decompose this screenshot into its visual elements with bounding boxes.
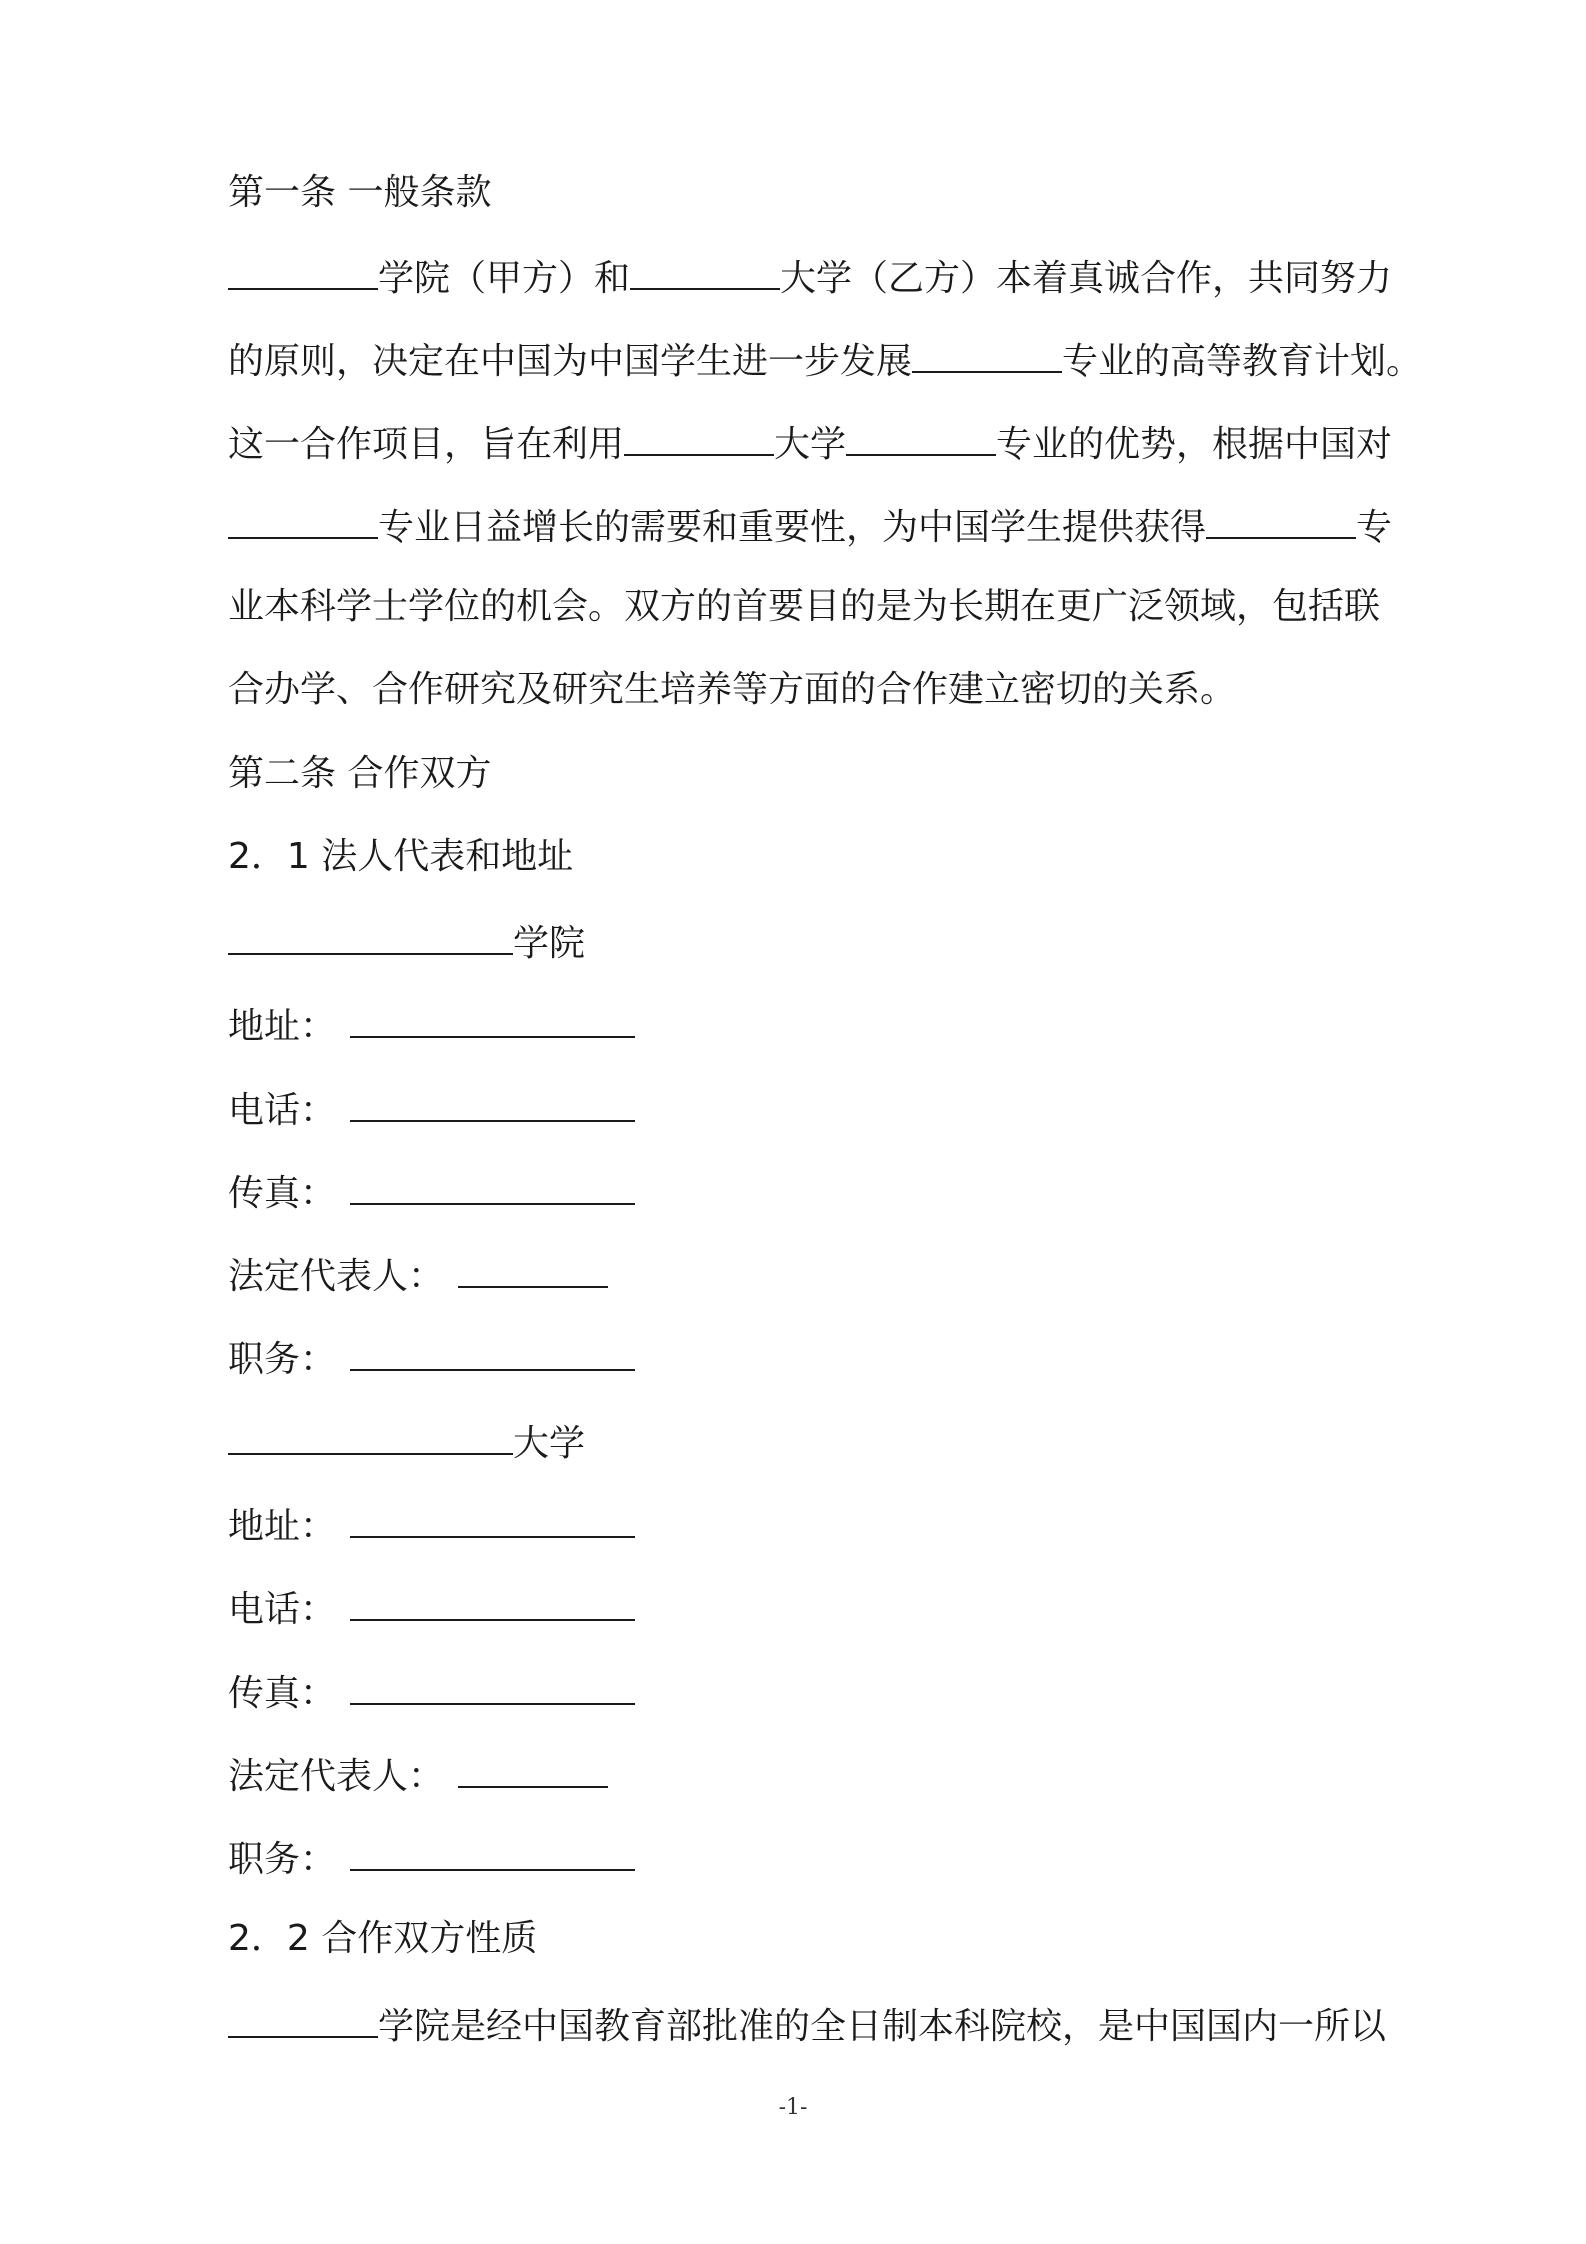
blank-field[interactable] — [912, 335, 1062, 373]
party-b-rep: 法定代表人： — [228, 1750, 608, 1800]
blank-field[interactable] — [630, 252, 780, 290]
party-a-rep-field[interactable] — [458, 1250, 608, 1288]
party-a-fax: 传真： — [228, 1167, 635, 1217]
party-a-phone: 电话： — [228, 1084, 635, 1134]
article1-para-line3: 这一合作项目，旨在利用 大学 专业的优势，根据中国对 — [228, 418, 1392, 468]
party-b-name: 大学 — [228, 1417, 585, 1467]
party-b-rep-field[interactable] — [458, 1750, 608, 1788]
article1-para-line2: 的原则，决定在中国为中国学生进一步发展 专业的高等教育计划。 — [228, 335, 1422, 385]
party-b-fax: 传真： — [228, 1667, 635, 1717]
blank-field[interactable] — [846, 418, 996, 456]
article1-para-line1: 学院（甲方）和 大学（乙方）本着真诚合作，共同努力 — [228, 252, 1430, 302]
blank-field[interactable] — [228, 2000, 378, 2038]
party-b-phone: 电话： — [228, 1583, 635, 1633]
party-b-name-field[interactable] — [228, 1417, 513, 1455]
party-b-title: 职务： — [228, 1833, 635, 1883]
party-b-fax-field[interactable] — [350, 1667, 635, 1705]
section-2-1-heading: 2．1 法人代表和地址 — [228, 836, 574, 877]
blank-field[interactable] — [228, 501, 378, 539]
blank-field[interactable] — [228, 252, 378, 290]
section-2-2-heading: 2．2 合作双方性质 — [228, 1918, 538, 1959]
article1-heading: 第一条 一般条款 — [228, 172, 492, 213]
party-a-name-field[interactable] — [228, 917, 513, 955]
page-number: -1- — [778, 2095, 808, 2120]
party-b-phone-field[interactable] — [350, 1583, 635, 1621]
party-a-rep: 法定代表人： — [228, 1250, 608, 1300]
party-a-address: 地址： — [228, 1000, 635, 1050]
article1-para-line6: 合办学、合作研究及研究生培养等方面的合作建立密切的关系。 — [228, 669, 1237, 710]
blank-field[interactable] — [1206, 501, 1356, 539]
party-a-title-field[interactable] — [350, 1333, 635, 1371]
party-b-address: 地址： — [228, 1500, 635, 1550]
party-b-title-field[interactable] — [350, 1833, 635, 1871]
article2-heading: 第二条 合作双方 — [228, 753, 492, 794]
party-a-name: 学院 — [228, 917, 585, 967]
party-a-fax-field[interactable] — [350, 1167, 635, 1205]
party-a-phone-field[interactable] — [350, 1084, 635, 1122]
party-a-title: 职务： — [228, 1333, 635, 1383]
article1-para-line5: 业本科学士学位的机会。双方的首要目的是为长期在更广泛领域，包括联 — [228, 586, 1381, 627]
party-b-address-field[interactable] — [350, 1500, 635, 1538]
party-a-address-field[interactable] — [350, 1000, 635, 1038]
article1-para-line4: 专业日益增长的需要和重要性，为中国学生提供获得 专 — [228, 501, 1392, 551]
section-2-2-line1: 学院是经中国教育部批准的全日制本科院校，是中国国内一所以 — [228, 2000, 1386, 2050]
blank-field[interactable] — [624, 418, 774, 456]
